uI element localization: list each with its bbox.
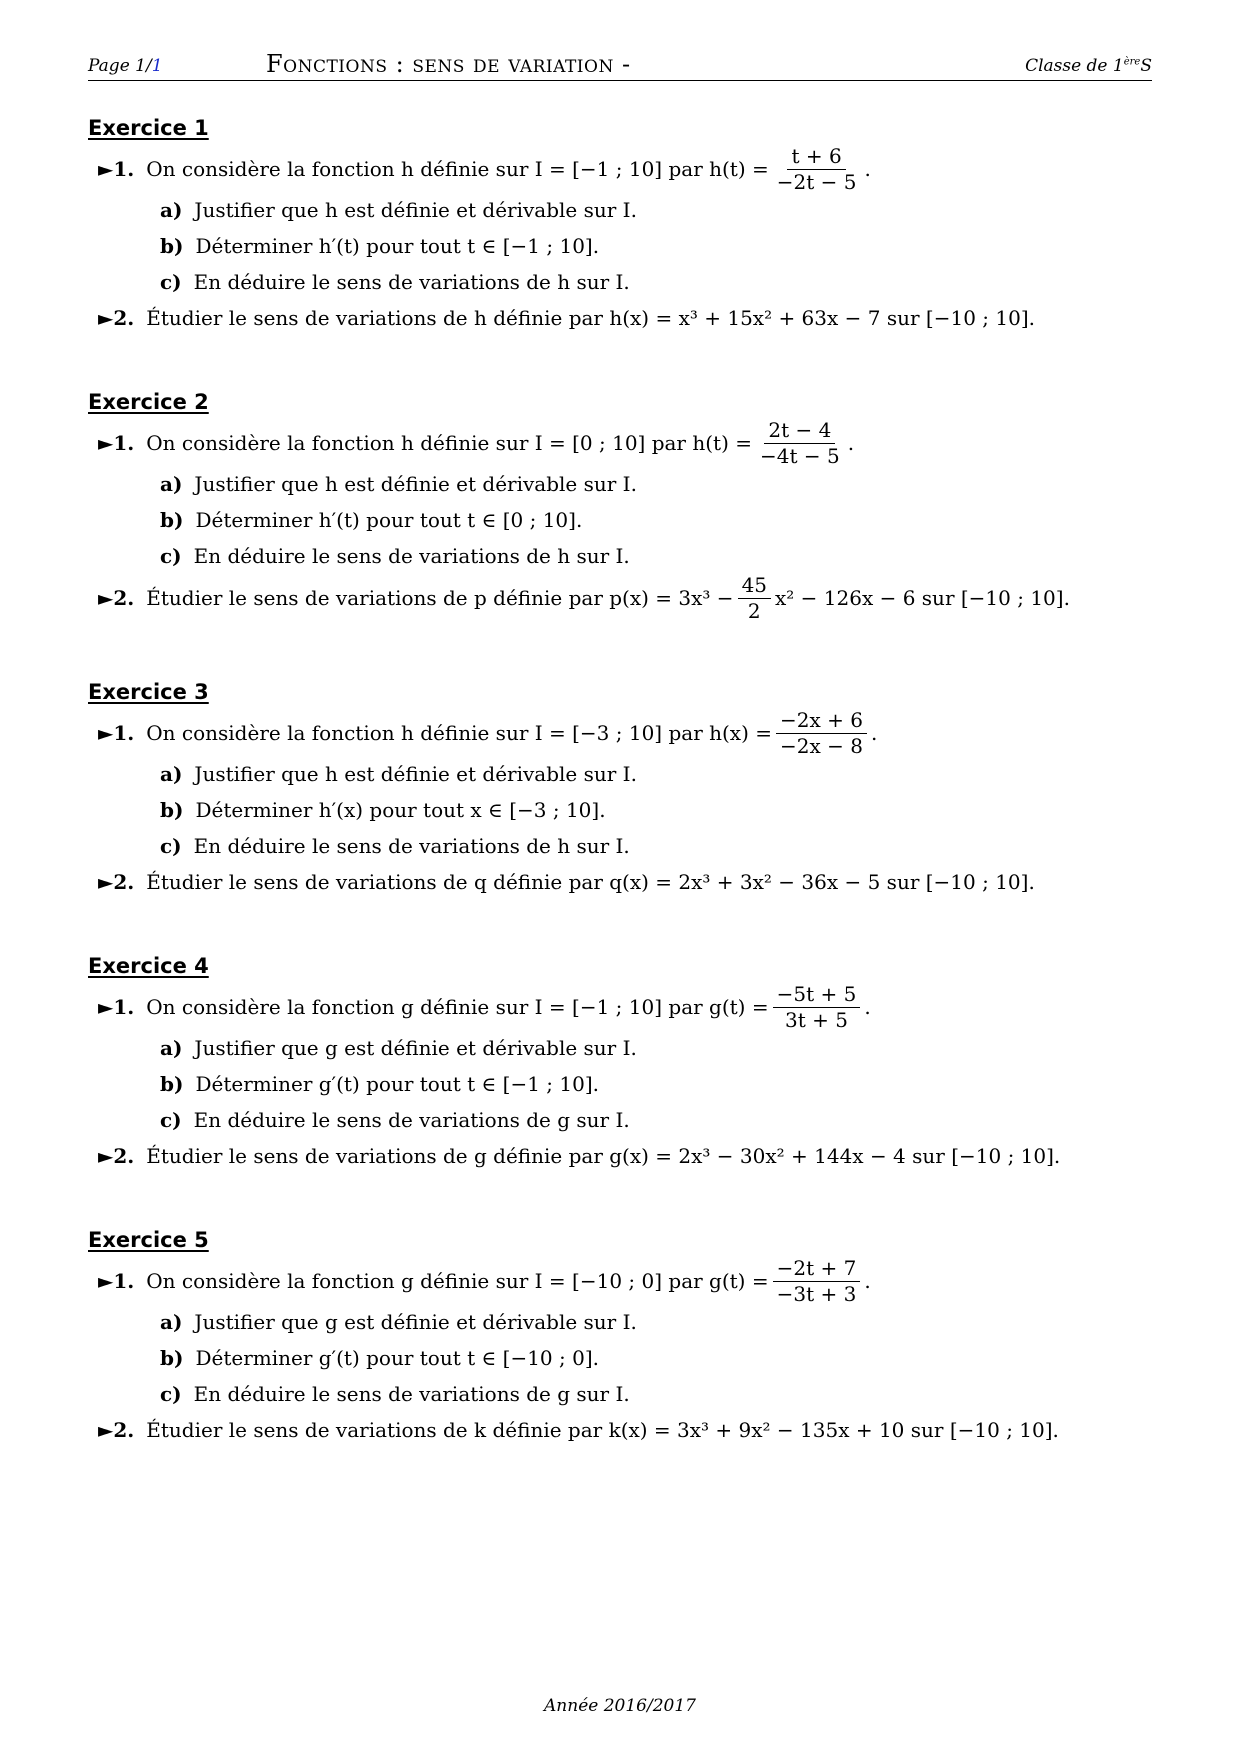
fraction-numerator: −2t + 7 bbox=[773, 1256, 861, 1282]
exercise-5 bbox=[88, 1228, 1152, 1448]
subquestion-a: a) Justifier que h est définie et dérivable sur I. bbox=[160, 762, 637, 786]
exercise-4 bbox=[88, 954, 1152, 1174]
exercise-2 bbox=[88, 390, 1152, 622]
subquestion-c: c) En déduire le sens de variations de g sur I. bbox=[160, 1108, 630, 1132]
subquestion-b: b) Déterminer g′(t) pour tout t ∈ [−1 ; 10]. bbox=[160, 1072, 599, 1096]
subquestion-b: b) Déterminer h′(t) pour tout t ∈ [−1 ; 10]. bbox=[160, 234, 600, 258]
fraction bbox=[756, 418, 844, 469]
document-title: Fonctions : sens de variation - bbox=[266, 50, 631, 78]
fraction-numerator: −5t + 5 bbox=[773, 982, 861, 1008]
fraction-denominator: −2t − 5 bbox=[776, 169, 857, 194]
fraction-numerator: t + 6 bbox=[787, 144, 845, 170]
subquestion-c: c) En déduire le sens de variations de h sur I. bbox=[160, 544, 630, 568]
question-marker: ►1. bbox=[98, 1269, 135, 1293]
question-1: ►1. On considère la fonction g définie sur I = [−10 ; 0] par g(t) = $\frac{-2t + 7}{-3t + 3}$ . bbox=[98, 1255, 871, 1306]
subquestion-a: a) Justifier que h est définie et dérivable sur I. bbox=[160, 472, 637, 496]
fraction-numerator: 2t − 4 bbox=[764, 418, 835, 444]
subquestion-b: b) Déterminer h′(x) pour tout x ∈ [−3 ; 10]. bbox=[160, 798, 606, 822]
question-marker: ►1. bbox=[98, 431, 135, 455]
fraction bbox=[776, 708, 867, 759]
exercise-3 bbox=[88, 680, 1152, 900]
question-marker: ►2. bbox=[98, 586, 135, 610]
subquestion-c: c) En déduire le sens de variations de h sur I. bbox=[160, 834, 630, 858]
class-label: Classe de 1èreS bbox=[1025, 56, 1152, 76]
question-1: ►1. On considère la fonction g définie sur I = [−1 ; 10] par g(t) = $\frac{-5t + 5}{3t + 5}$ . bbox=[98, 981, 871, 1032]
page-total-link[interactable]: 1 bbox=[151, 56, 163, 76]
page-footer: Année 2016/2017 bbox=[544, 1696, 696, 1716]
subquestion-b: b) Déterminer g′(t) pour tout t ∈ [−10 ; 0]. bbox=[160, 1346, 599, 1370]
exercise-title: Exercice 5 bbox=[88, 1228, 209, 1252]
question-text: Étudier le sens de variations de k définie par k(x) = 3x³ + 9x² − 135x + 10 sur [−10 ; 10]. bbox=[146, 1418, 1059, 1442]
question-text: Étudier le sens de variations de q définie par q(x) = 2x³ + 3x² − 36x − 5 sur [−10 ; 10]. bbox=[146, 870, 1035, 894]
question-text: On considère la fonction h définie sur I = [0 ; 10] par h(t) = bbox=[146, 431, 752, 455]
exercise-title: Exercice 1 bbox=[88, 116, 209, 140]
exercise-title: Exercice 3 bbox=[88, 680, 209, 704]
question-2 bbox=[98, 1138, 1152, 1174]
question-text: On considère la fonction g définie sur I = [−1 ; 10] par g(t) = bbox=[146, 995, 769, 1019]
question-text: Étudier le sens de variations de h définie par h(x) = x³ + 15x² + 63x − 7 sur [−10 ; 10]. bbox=[146, 306, 1035, 330]
question-text: Étudier le sens de variations de g définie par g(x) = 2x³ − 30x² + 144x − 4 sur [−10 ; 10]. bbox=[146, 1144, 1061, 1168]
fraction-denominator: 3t + 5 bbox=[784, 1007, 848, 1032]
fraction-denominator: −2x − 8 bbox=[780, 733, 863, 758]
question-marker: ►2. bbox=[98, 306, 135, 330]
question-2 bbox=[98, 864, 1152, 900]
question-text: On considère la fonction h définie sur I = [−3 ; 10] par h(x) = bbox=[146, 721, 772, 745]
page-number: Page 1/1 bbox=[88, 56, 163, 76]
question-text-end: x² − 126x − 6 sur [−10 ; 10]. bbox=[775, 586, 1070, 610]
fraction-denominator: 2 bbox=[747, 598, 761, 623]
question-marker: ►2. bbox=[98, 1144, 135, 1168]
subquestion-b: b) Déterminer h′(t) pour tout t ∈ [0 ; 10]. bbox=[160, 508, 583, 532]
fraction bbox=[738, 573, 771, 624]
subquestion-a: a) Justifier que h est définie et dérivable sur I. bbox=[160, 198, 637, 222]
question-1: ►1. On considère la fonction h définie sur I = [0 ; 10] par h(t) = $\frac{2t - 4}{-4t - 5}$ . bbox=[98, 417, 855, 468]
fraction bbox=[773, 144, 861, 195]
question-2 bbox=[98, 574, 1152, 622]
question-1: ►1. On considère la fonction h définie sur I = [−3 ; 10] par h(x) = $\frac{-2x + 6}{-2x - 8}$ . bbox=[98, 707, 878, 758]
exercise-title: Exercice 4 bbox=[88, 954, 209, 978]
question-marker: ►1. bbox=[98, 721, 135, 745]
fraction-numerator: −2x + 6 bbox=[776, 708, 867, 734]
exercise-1 bbox=[88, 116, 1152, 336]
question-2 bbox=[98, 1412, 1152, 1448]
question-text: On considère la fonction h définie sur I = [−1 ; 10] par h(t) = bbox=[146, 157, 769, 181]
subquestion-c: c) En déduire le sens de variations de g sur I. bbox=[160, 1382, 630, 1406]
question-2 bbox=[98, 300, 1152, 336]
fraction bbox=[773, 1256, 861, 1307]
fraction-denominator: −3t + 3 bbox=[776, 1281, 857, 1306]
subquestion-c: c) En déduire le sens de variations de h sur I. bbox=[160, 270, 630, 294]
subquestion-a: a) Justifier que g est définie et dérivable sur I. bbox=[160, 1310, 637, 1334]
question-marker: ►2. bbox=[98, 870, 135, 894]
question-text: Étudier le sens de variations de p définie par p(x) = 3x³ − bbox=[146, 586, 734, 610]
fraction-numerator: 45 bbox=[738, 573, 771, 599]
page-header bbox=[88, 44, 1152, 81]
fraction bbox=[773, 982, 861, 1033]
exercise-title: Exercice 2 bbox=[88, 390, 209, 414]
question-marker: ►1. bbox=[98, 995, 135, 1019]
question-marker: ►2. bbox=[98, 1418, 135, 1442]
question-marker: ►1. bbox=[98, 157, 135, 181]
subquestion-a: a) Justifier que g est définie et dérivable sur I. bbox=[160, 1036, 637, 1060]
question-1: ►1. On considère la fonction h définie sur I = [−1 ; 10] par h(t) = $\frac{t + 6}{-2t - 5}$ . bbox=[98, 143, 871, 194]
question-text: On considère la fonction g définie sur I = [−10 ; 0] par g(t) = bbox=[146, 1269, 769, 1293]
fraction-denominator: −4t − 5 bbox=[760, 443, 840, 468]
